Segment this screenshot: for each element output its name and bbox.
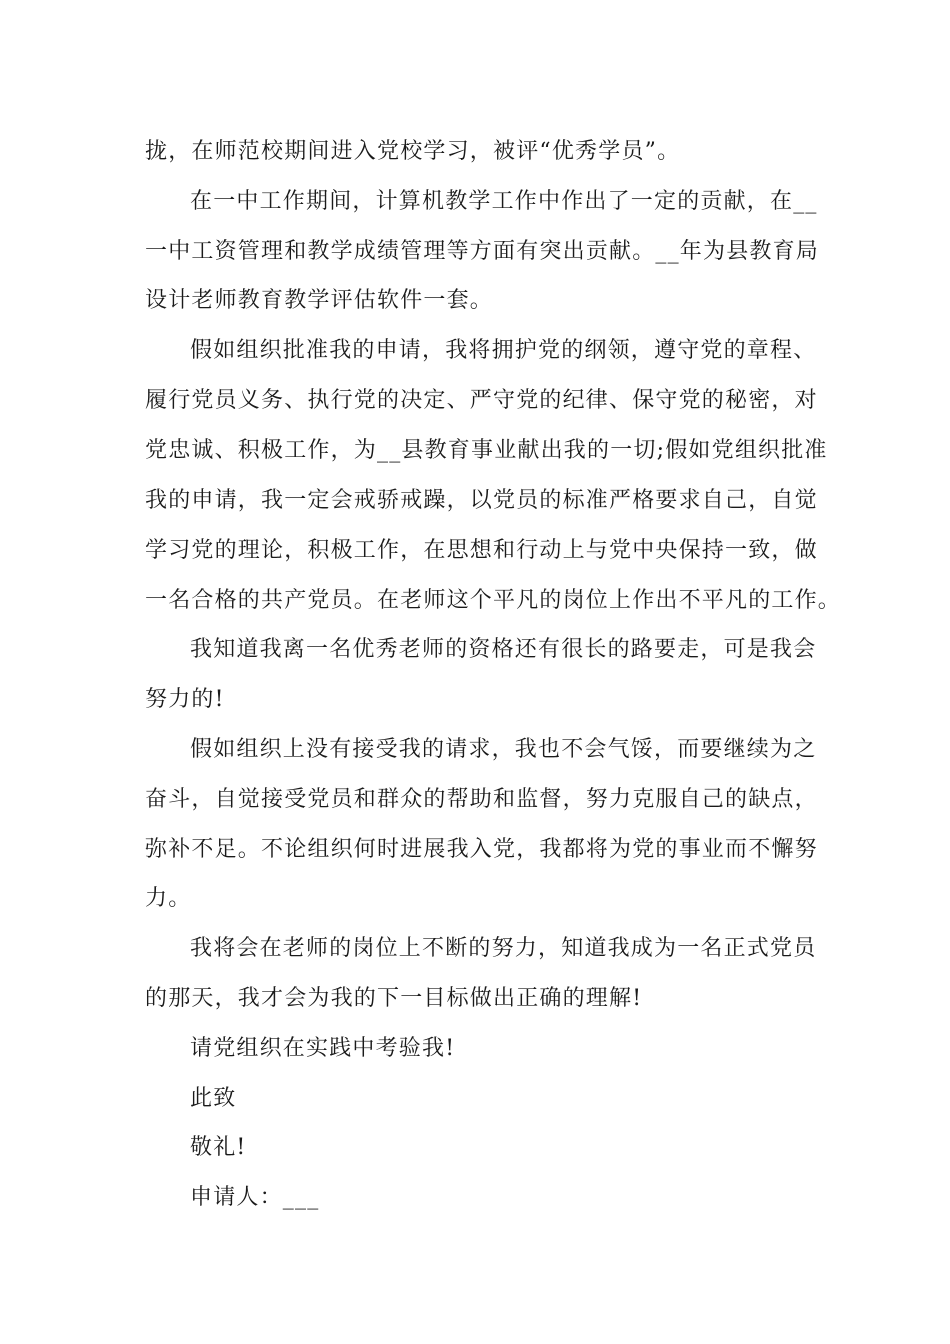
text-line: 假如组织上没有接受我的请求，我也不会气馁，而要继续为之 — [190, 737, 817, 762]
text-line: 努力的! — [145, 687, 225, 712]
text-line: 我知道我离一名优秀老师的资格还有很长的路要走，可是我会 — [190, 637, 817, 662]
text-line: 学习党的理论，积极工作，在思想和行动上与党中央保持一致，做 — [145, 538, 818, 563]
text-line: 我将会在老师的岗位上不断的努力，知道我成为一名正式党员 — [190, 936, 817, 961]
applicant-signature-line: 申请人：___ — [190, 1185, 320, 1210]
text-line: 拢，在师范校期间进入党校学习，被评“优秀学员”。 — [145, 139, 681, 164]
text-line: 设计老师教育教学评估软件一套。 — [145, 288, 494, 313]
text-line: 一名合格的共产党员。在老师这个平凡的岗位上作出不平凡的工作。 — [145, 588, 842, 613]
text-line: 的那天，我才会为我的下一目标做出正确的理解! — [145, 986, 643, 1011]
text-line: 在一中工作期间，计算机教学工作中作出了一定的贡献，在__ — [190, 189, 818, 214]
text-line: 假如组织批准我的申请，我将拥护党的纲领，遵守党的章程、 — [190, 338, 817, 363]
text-line: 力。 — [145, 886, 192, 911]
text-line: 一中工资管理和教学成绩管理等方面有突出贡献。__年为县教育局 — [145, 239, 820, 264]
closing-line: 此致 — [190, 1086, 237, 1111]
text-line: 党忠诚、积极工作，为__县教育事业献出我的一切;假如党组织批准 — [145, 438, 828, 463]
text-line: 弥补不足。不论组织何时进展我入党，我都将为党的事业而不懈努 — [145, 837, 818, 862]
text-line: 奋斗，自觉接受党员和群众的帮助和监督，努力克服自己的缺点， — [145, 787, 818, 812]
text-line: 请党组织在实践中考验我! — [190, 1036, 456, 1061]
text-line: 履行党员义务、执行党的决定、严守党的纪律、保守党的秘密，对 — [145, 388, 818, 413]
text-line: 我的申请，我一定会戒骄戒躁，以党员的标准严格要求自己，自觉 — [145, 488, 818, 513]
closing-salutation: 敬礼! — [190, 1135, 247, 1160]
